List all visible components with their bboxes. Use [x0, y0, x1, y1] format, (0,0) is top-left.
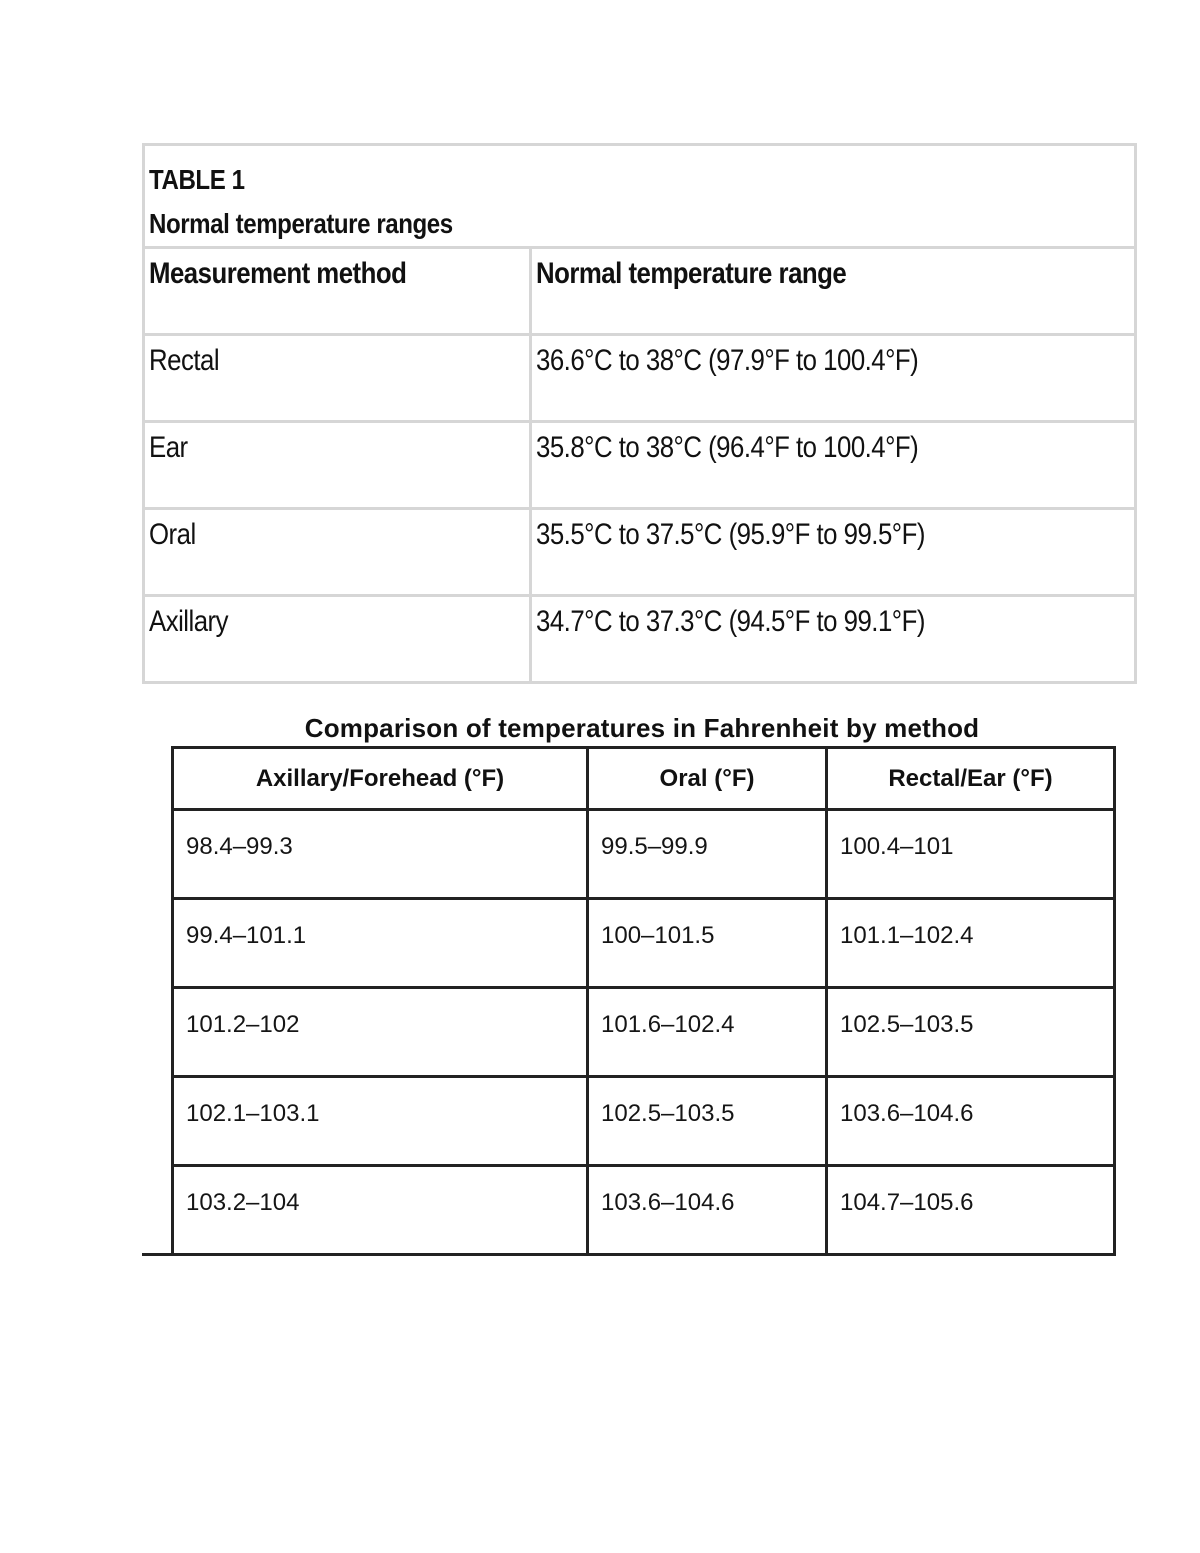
table1-cell-method: Oral [144, 509, 531, 596]
table2-cell-rectal: 100.4–101 [827, 810, 1115, 899]
table1-cell-range: 35.5°C to 37.5°C (95.9°F to 99.5°F) [531, 509, 1136, 596]
table-row [173, 899, 1115, 988]
table2-header-oral: Oral (°F) [588, 748, 827, 810]
table1-cell-range: 35.8°C to 38°C (96.4°F to 100.4°F) [531, 422, 1136, 509]
table2-cell-oral: 103.6–104.6 [588, 1166, 827, 1255]
divider-line [142, 1253, 176, 1256]
table2-cell-axillary: 98.4–99.3 [173, 810, 588, 899]
table-row [173, 1077, 1115, 1166]
table-row [144, 335, 1136, 422]
table2-cell-oral: 102.5–103.5 [588, 1077, 827, 1166]
table2-cell-axillary: 101.2–102 [173, 988, 588, 1077]
table2-header-row [173, 748, 1115, 810]
table-row [144, 596, 1136, 683]
table-row [173, 1166, 1115, 1255]
table1-cell-range: 34.7°C to 37.3°C (94.5°F to 99.1°F) [531, 596, 1136, 683]
table-row [173, 810, 1115, 899]
table2-cell-axillary: 99.4–101.1 [173, 899, 588, 988]
table2-cell-rectal: 101.1–102.4 [827, 899, 1115, 988]
table1-cell-method: Ear [144, 422, 531, 509]
table-row [144, 422, 1136, 509]
table2-header-rectal: Rectal/Ear (°F) [827, 748, 1115, 810]
table1-cell-method: Axillary [144, 596, 531, 683]
table2-cell-oral: 99.5–99.9 [588, 810, 827, 899]
table1-cell-range: 36.6°C to 38°C (97.9°F to 100.4°F) [531, 335, 1136, 422]
table1-title: Normal temperature ranges [149, 208, 453, 239]
fahrenheit-comparison-table [171, 746, 1116, 1256]
table1-label: TABLE 1 [149, 164, 245, 195]
table1-header-method: Measurement method [144, 248, 531, 335]
table-row [173, 988, 1115, 1077]
table1-caption [144, 145, 1136, 248]
table-row [144, 509, 1136, 596]
table1-cell-method: Rectal [144, 335, 531, 422]
table2-title: Comparison of temperatures in Fahrenheit by method [304, 713, 980, 743]
table2-cell-rectal: 103.6–104.6 [827, 1077, 1115, 1166]
table2-cell-oral: 100–101.5 [588, 899, 827, 988]
table2-cell-rectal: 102.5–103.5 [827, 988, 1115, 1077]
table1-header-range: Normal temperature range [531, 248, 1136, 335]
table2-cell-oral: 101.6–102.4 [588, 988, 827, 1077]
table2-cell-axillary: 103.2–104 [173, 1166, 588, 1255]
table2-cell-axillary: 102.1–103.1 [173, 1077, 588, 1166]
table2-cell-rectal: 104.7–105.6 [827, 1166, 1115, 1255]
table2-header-axillary: Axillary/Forehead (°F) [173, 748, 588, 810]
normal-temperature-ranges-table [142, 143, 1137, 684]
table1-header-row [144, 248, 1136, 335]
